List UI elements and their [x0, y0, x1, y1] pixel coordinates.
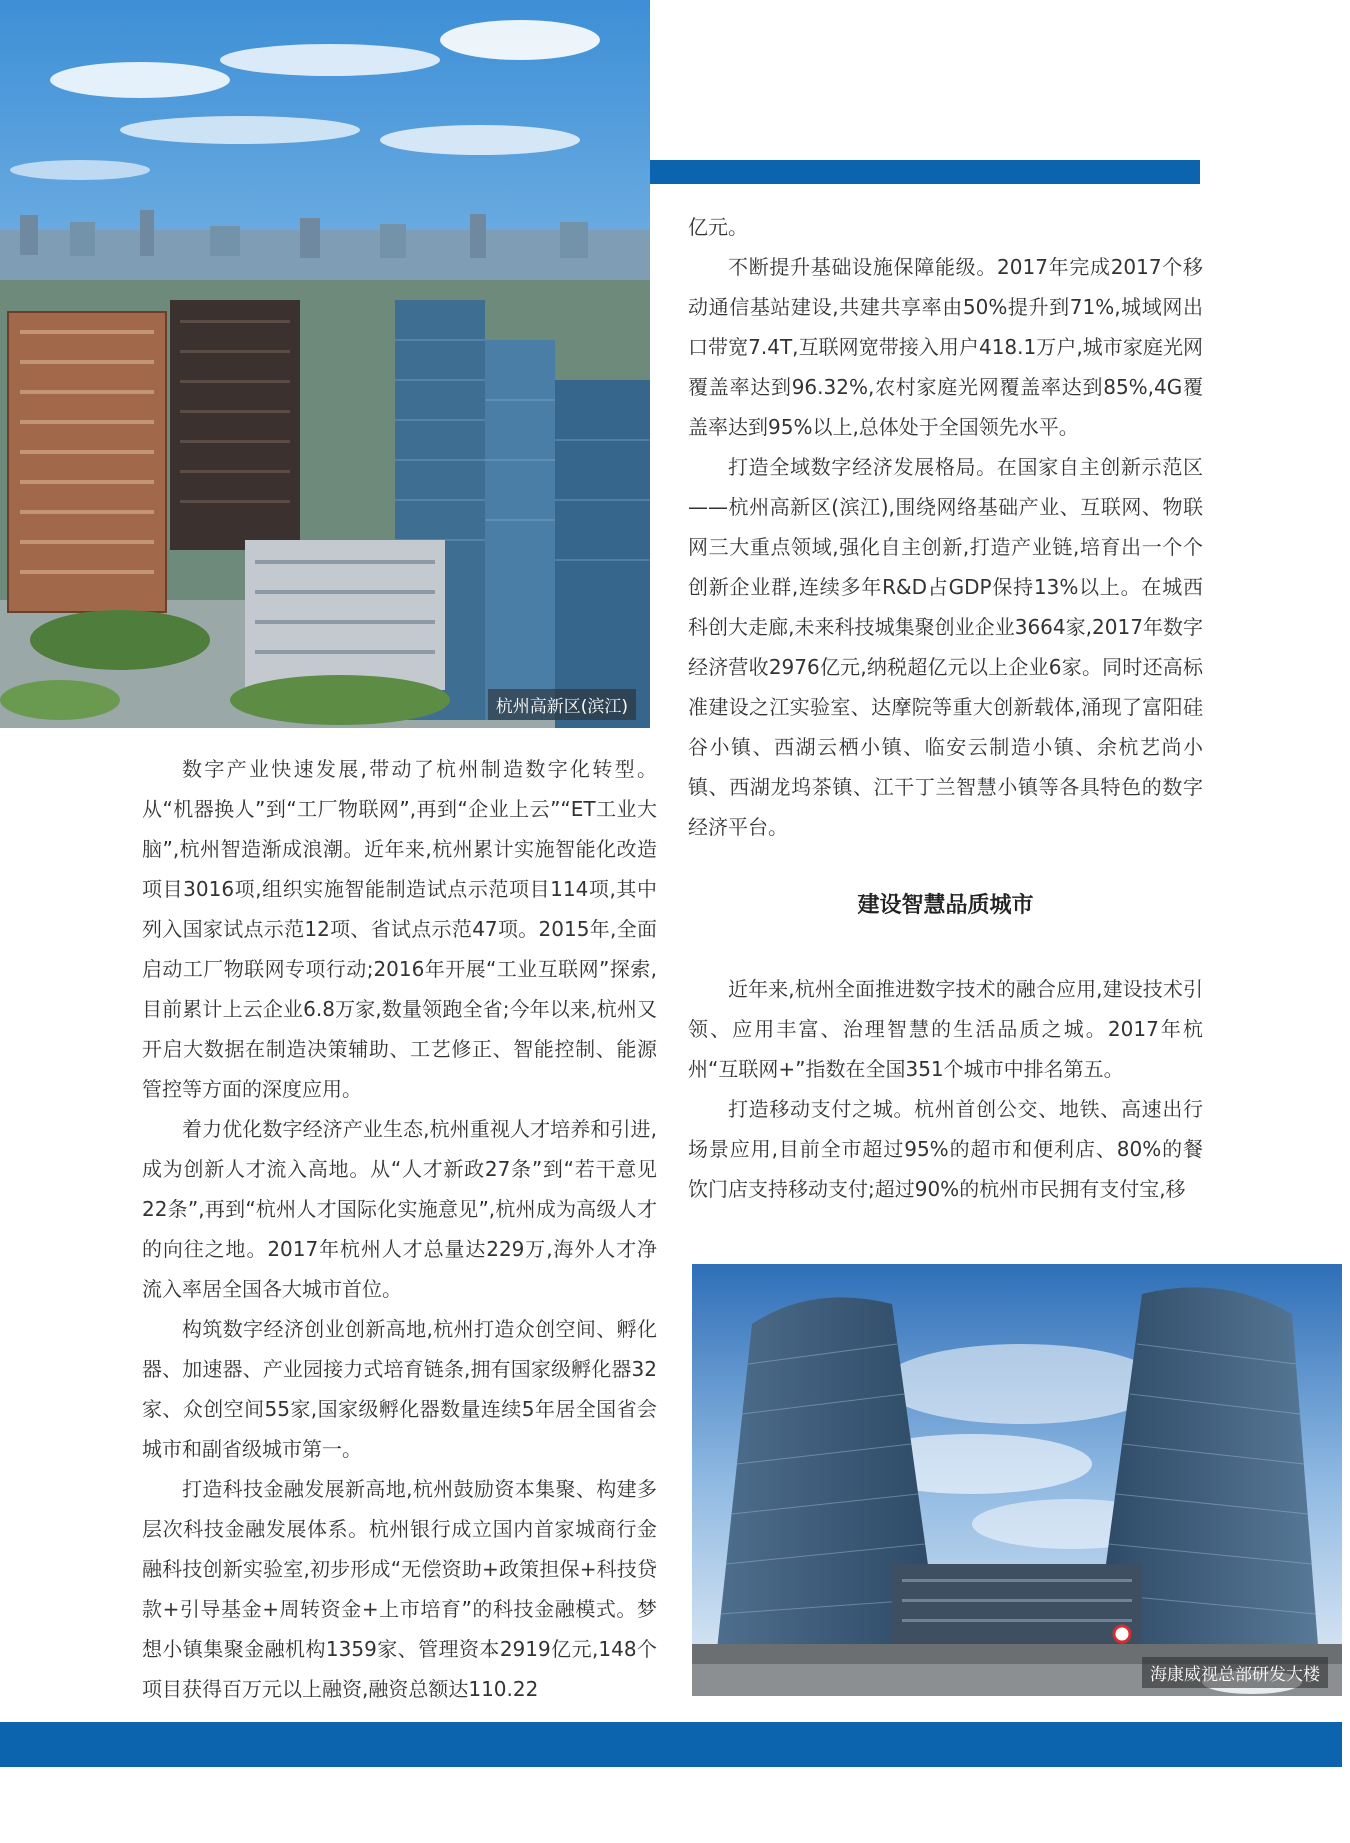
paragraph-smart-city-intro: 近年来,杭州全面推进数字技术的融合应用,建设技术引领、应用丰富、治理智慧的生活品质之城。2017年杭州“互联网+”指数在全国351个城市中排名第五。 — [688, 977, 1203, 1081]
section-heading: 建设智慧品质城市 — [857, 893, 1034, 918]
paragraph-continuation: 亿元。 — [688, 215, 748, 239]
paragraph-digital-economy-layout: 打造全域数字经济发展格局。在国家自主创新示范区——杭州高新区(滨江),围绕网络基础产业、互联网、物联网三大重点领域,强化自主创新,打造产业链,培育出一个个创新企业群,连续多年R&D占GDP保持13%以上。在城西科创大走廊,未来科技城集聚创业企业3664家,2017年数字经济营收2976亿元,纳税超亿元以上企业6家。同时还高标准建设之江实验室、达摩院等重大创新载体,涌现了富阳硅谷小镇、西湖云栖小镇、临安云制造小镇、余杭艺尚小镇、西湖龙坞茶镇、江干丁兰智慧小镇等各具特色的数字经济平台。 — [688, 455, 1203, 839]
article-column-right-bottom — [688, 969, 1203, 1209]
city-skyline-illustration — [0, 0, 650, 728]
photo-caption-bottom: 海康威视总部研发大楼 — [1142, 1657, 1328, 1688]
paragraph-mobile-payment: 打造移动支付之城。杭州首创公交、地铁、高速出行场景应用,目前全市超过95%的超市和便利店、80%的餐饮门店支持移动支付;超过90%的杭州市民拥有支付宝,移 — [688, 1097, 1203, 1201]
article-column-left — [142, 749, 657, 1709]
hikvision-hq-photo — [692, 1264, 1342, 1696]
article-column-right-top — [688, 207, 1203, 847]
photo-caption-top: 杭州高新区(滨江) — [488, 689, 636, 720]
accent-bar-top — [650, 160, 1200, 184]
paragraph-startup: 构筑数字经济创业创新高地,杭州打造众创空间、孵化器、加速器、产业园接力式培育链条,拥有国家级孵化器32家、众创空间55家,国家级孵化器数量连续5年居全国省会城市和副省级城市第一。 — [142, 1317, 657, 1461]
paragraph-finance: 打造科技金融发展新高地,杭州鼓励资本集聚、构建多层次科技金融发展体系。杭州银行成立国内首家城商行金融科技创新实验室,初步形成“无偿资助+政策担保+科技贷款+引导基金+周转资金+上市培育”的科技金融模式。梦想小镇集聚金融机构1359家、管理资本2919亿元,148个项目获得百万元以上融资,融资总额达110.22 — [142, 1477, 657, 1701]
paragraph-talent: 着力优化数字经济产业生态,杭州重视人才培养和引进,成为创新人才流入高地。从“人才新政27条”到“若干意见22条”,再到“杭州人才国际化实施意见”,杭州成为高级人才的向往之地。2017年杭州人才总量达229万,海外人才净流入率居全国各大城市首位。 — [142, 1117, 657, 1301]
twin-towers-illustration — [692, 1264, 1342, 1696]
hangzhou-high-tech-zone-photo — [0, 0, 650, 728]
paragraph-manufacturing: 数字产业快速发展,带动了杭州制造数字化转型。从“机器换人”到“工厂物联网”,再到“企业上云”“ET工业大脑”,杭州智造渐成浪潮。近年来,杭州累计实施智能化改造项目3016项,组织实施智能制造试点示范项目114项,其中列入国家试点示范12项、省试点示范47项。2015年,全面启动工厂物联网专项行动;2016年开展“工业互联网”探索,目前累计上云企业6.8万家,数量领跑全省;今年以来,杭州又开启大数据在制造决策辅助、工艺修正、智能控制、能源管控等方面的深度应用。 — [142, 757, 657, 1101]
paragraph-infrastructure: 不断提升基础设施保障能级。2017年完成2017个移动通信基站建设,共建共享率由50%提升到71%,城域网出口带宽7.4T,互联网宽带接入用户418.1万户,城市家庭光网覆盖率达到96.32%,农村家庭光网覆盖率达到85%,4G覆盖率达到95%以上,总体处于全国领先水平。 — [688, 255, 1203, 439]
accent-bar-bottom — [0, 1722, 1342, 1767]
